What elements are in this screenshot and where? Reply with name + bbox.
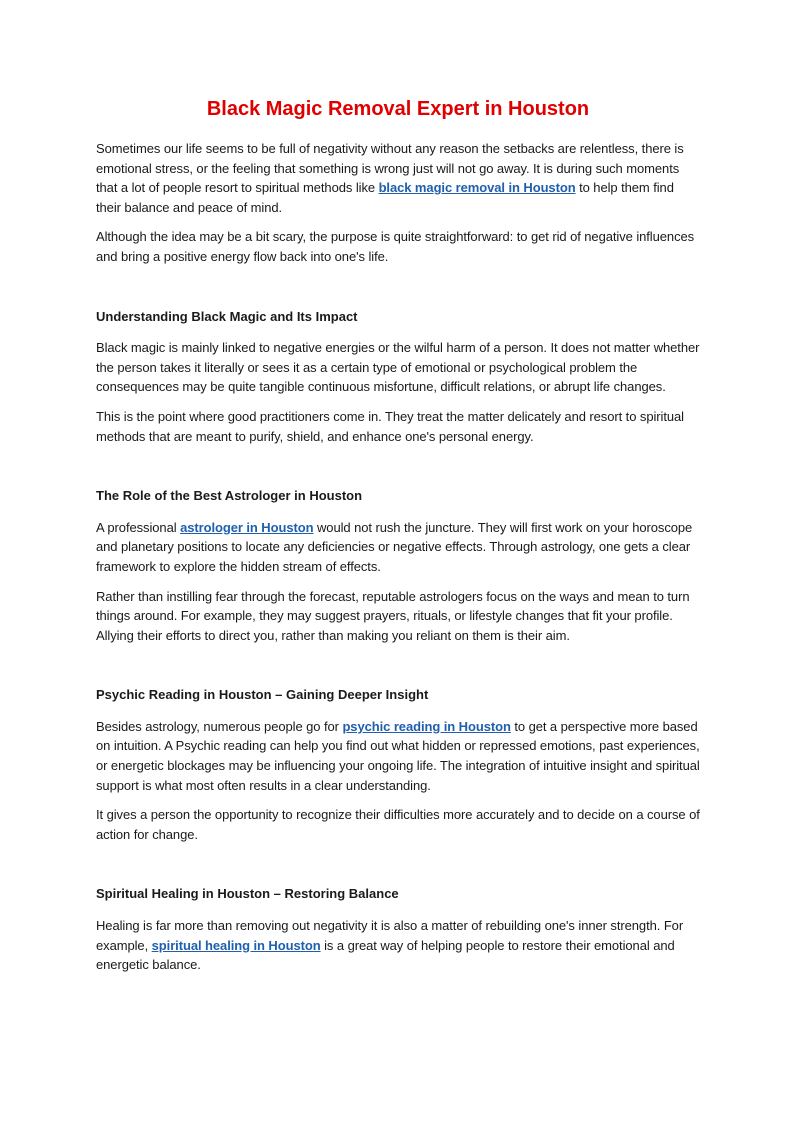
astrologer-text-before: A professional xyxy=(96,519,181,535)
black-magic-removal-link[interactable]: black magic removal in Houston xyxy=(378,180,576,196)
astrologer-paragraph-2: Rather than instilling fear through the forecast, reputable astrologers focus on the ways and mean to turn things around. For example, they may suggest prayers, rituals, or lifestyle changes that fit your profile. Allying their efforts to direct you, rather than making you reliant on them is their aim. xyxy=(96,588,690,643)
psychic-reading-link[interactable]: psychic reading in Houston xyxy=(342,718,511,734)
psychic-paragraph-2: It gives a person the opportunity to recognize their difficulties more accurately and to decide on a course of action for change. xyxy=(96,807,700,842)
document-page xyxy=(96,96,700,985)
astrologer-text-after: would not rush the juncture. They will first work on your horoscope and planetary positions to locate any deficiencies or negative effects. Through astrology, one gets a clear framework to explore the hidden stream of effects. xyxy=(96,519,693,574)
page-title: Black Magic Removal Expert in Houston xyxy=(206,98,590,120)
section-heading-black-magic: Understanding Black Magic and Its Impact xyxy=(96,308,358,324)
intro-text-after: to help them find their balance and peace of mind. xyxy=(96,180,674,215)
astrologer-link[interactable]: astrologer in Houston xyxy=(180,519,314,535)
black-magic-paragraph-2: This is the point where good practitioners come in. They treat the matter delicately and resort to spiritual methods that are meant to purify, shield, and enhance one's personal energy. xyxy=(96,408,684,444)
section-heading-psychic: Psychic Reading in Houston – Gaining Deeper Insight xyxy=(96,687,429,703)
black-magic-paragraph-1: Black magic is mainly linked to negative energies or the wilful harm of a person. It does not matter whether the person takes it literally or sees it as a certain type of emotional or psychological problem the consequences may be quite tangible continuous misfortune, difficult relations, or abrupt life changes. xyxy=(96,340,700,395)
psychic-text-before: Besides astrology, numerous people go for xyxy=(96,718,343,734)
healing-paragraph-1 xyxy=(96,916,700,975)
intro-paragraph-2: Although the idea may be a bit scary, the purpose is quite straightforward: to get rid of negative influences and bring a positive energy flow back into one's life. xyxy=(96,229,695,264)
section-heading-healing: Spiritual Healing in Houston – Restoring Balance xyxy=(96,886,399,902)
psychic-paragraph-1 xyxy=(96,717,700,795)
healing-text-after: is a great way of helping people to restore their emotional and energetic balance. xyxy=(96,937,675,973)
intro-paragraph-1 xyxy=(96,139,700,217)
spiritual-healing-link[interactable]: spiritual healing in Houston xyxy=(151,937,321,953)
psychic-text-after: to get a perspective more based on intuition. A Psychic reading can help you find out what hidden or repressed emotions, past experiences, or energetic blockages may be influencing your ongoing life. The integration of intuitive insight and spiritual support is what most often results in a clear understanding. xyxy=(96,718,700,793)
section-heading-astrologer: The Role of the Best Astrologer in Houston xyxy=(96,488,363,504)
astrologer-paragraph-1 xyxy=(96,518,700,577)
healing-text-before: Healing is far more than removing out negativity it is also a matter of rebuilding one's inner strength. For example, xyxy=(96,918,684,953)
intro-text-before: Sometimes our life seems to be full of negativity without any reason the setbacks are relentless, there is emotional stress, or the feeling that something is wrong just will not go away. It is during such moments that a lot of people resort to spiritual methods like xyxy=(96,141,684,196)
